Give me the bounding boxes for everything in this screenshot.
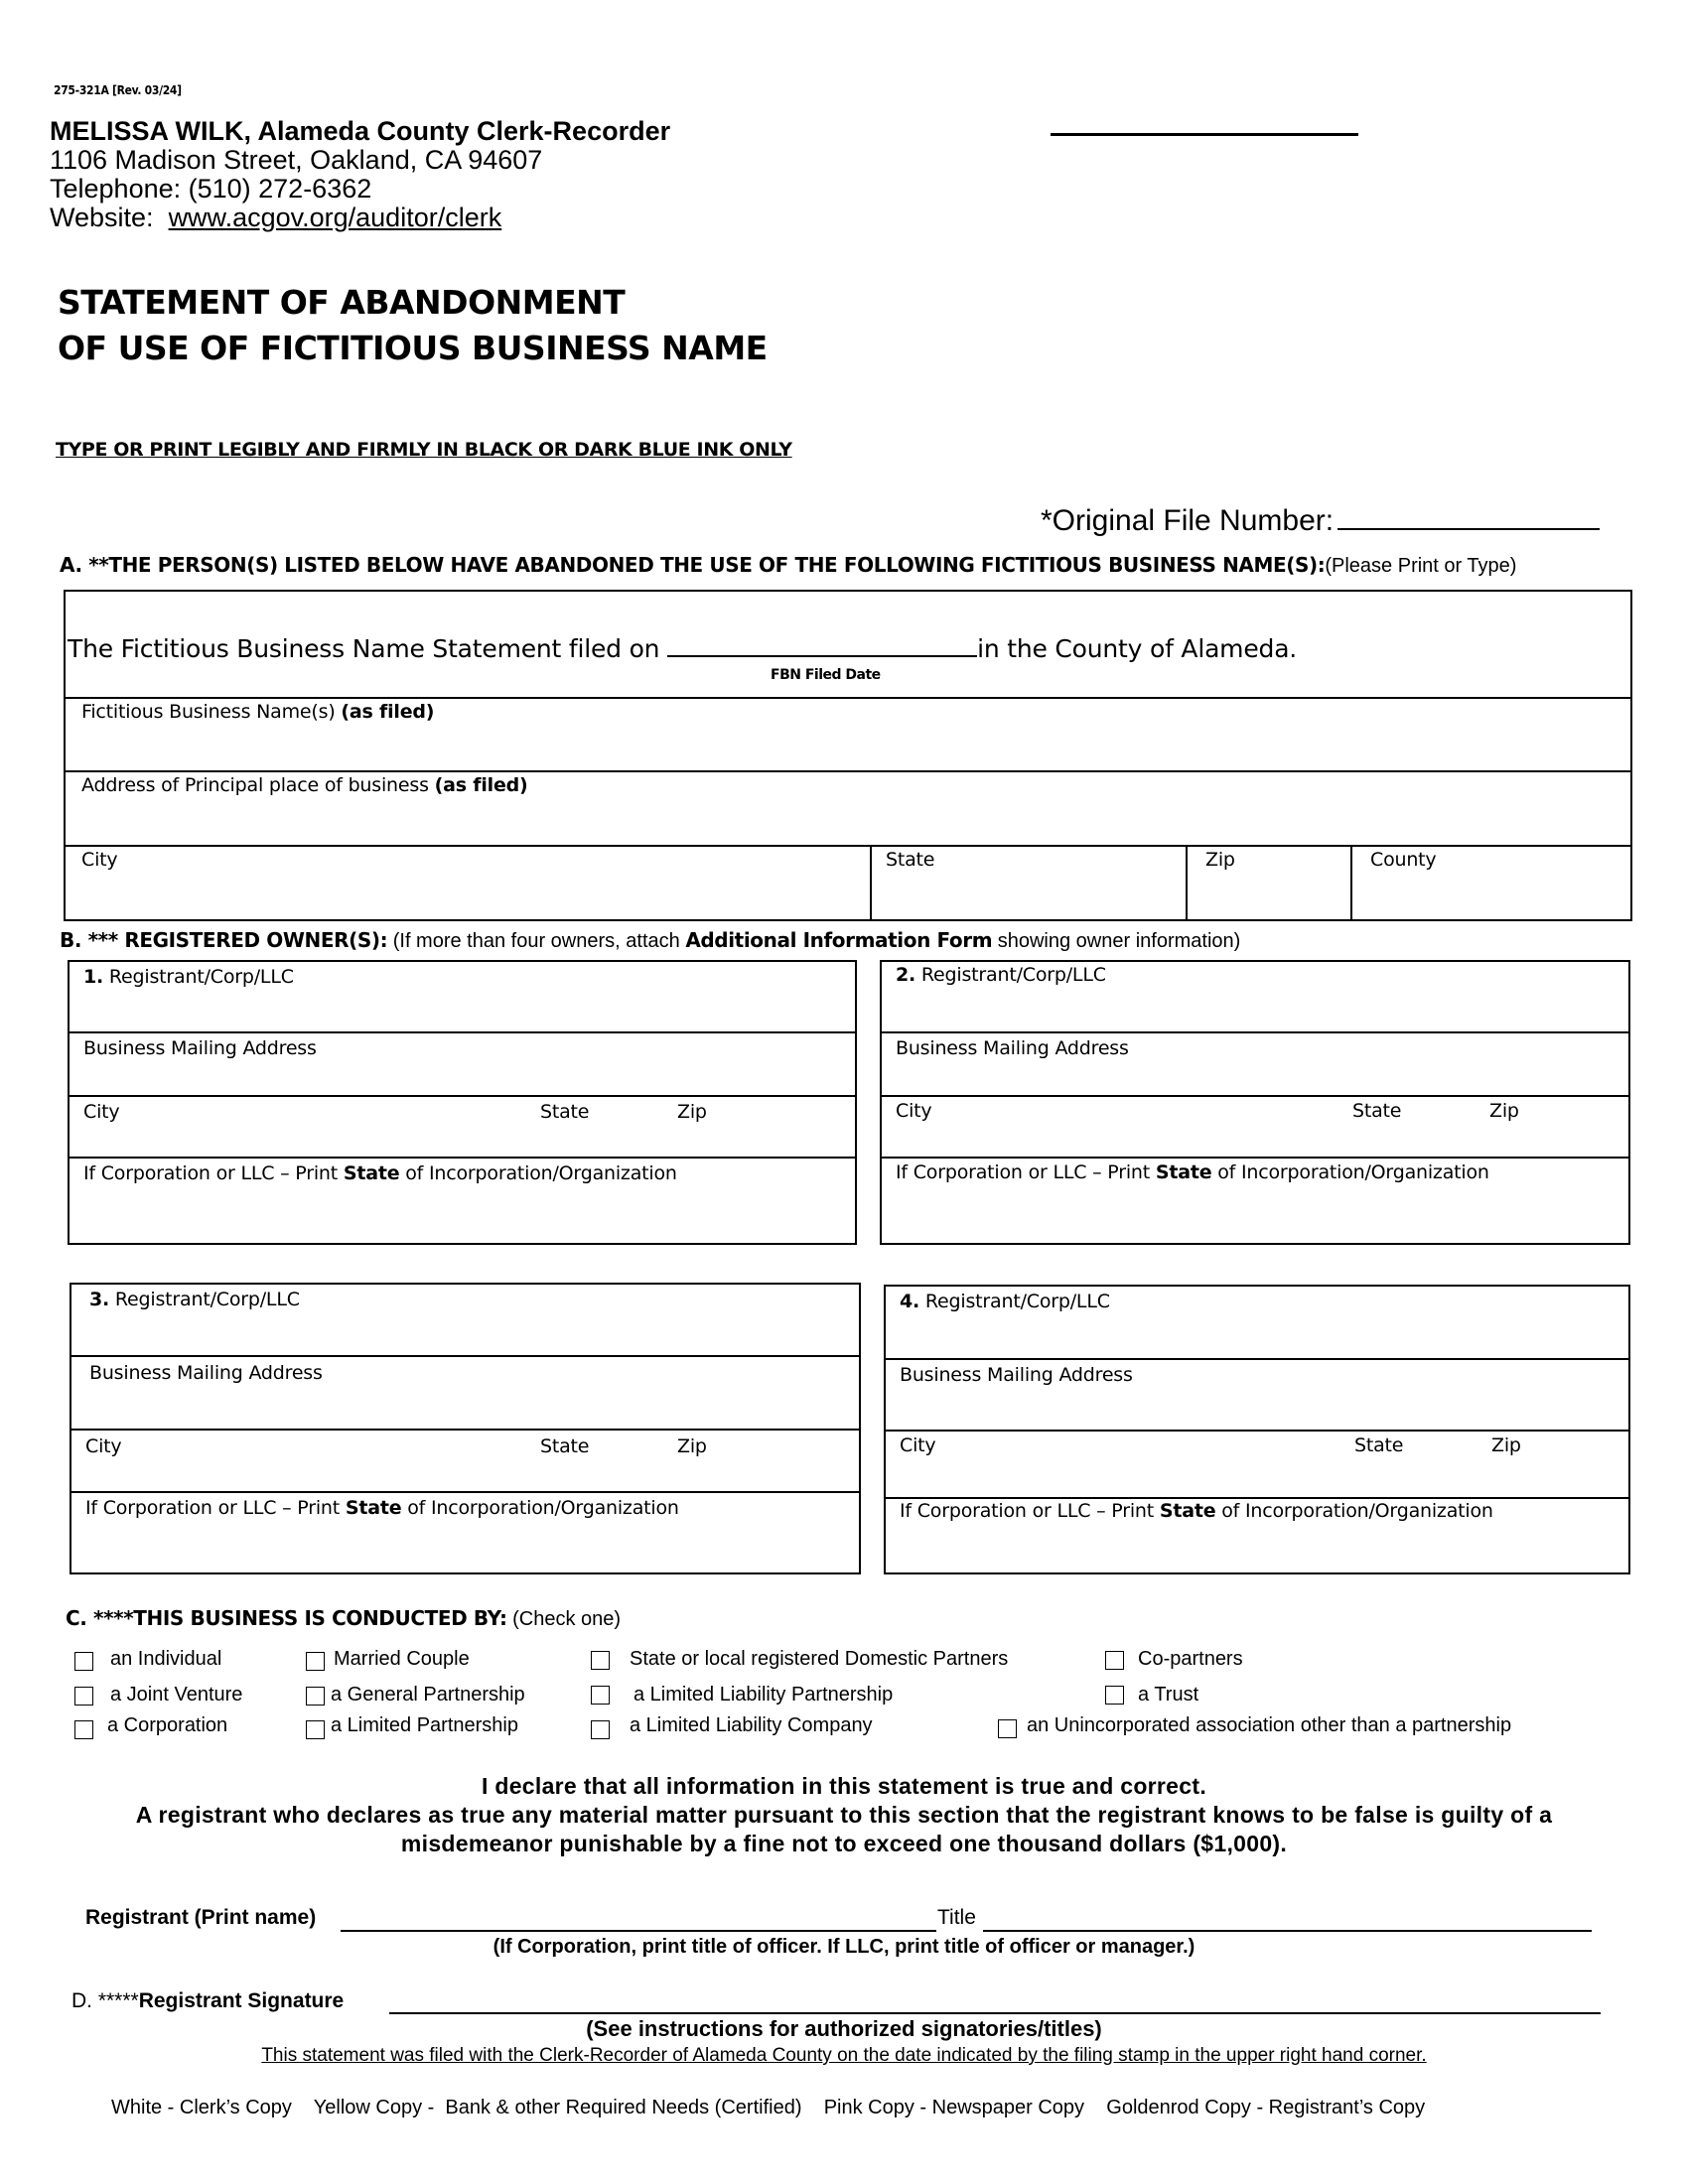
- option-unincorporated-association: an Unincorporated association other than a partnership: [1027, 1714, 1512, 1736]
- clerk-name: MELISSA WILK, Alameda County Clerk-Recorder: [50, 116, 671, 146]
- original-file-number-label: *Original File Number:: [1041, 504, 1335, 537]
- owner-1-registrant-label[interactable]: [83, 966, 294, 988]
- signature-label-text: Registrant Signature: [138, 1989, 345, 2012]
- divider: [70, 1491, 861, 1493]
- declaration-line-2: A registrant who declares as true any material matter pursuant to this section that the registrant knows to be false is guilty of a: [135, 1802, 1553, 1828]
- option-llp: a Limited Liability Partnership: [633, 1684, 894, 1706]
- owner-1-box: [68, 960, 857, 1245]
- owner-2-corp-state-label[interactable]: [896, 1161, 1489, 1183]
- corp-pre: If Corporation or LLC – Print: [896, 1161, 1156, 1183]
- owner-3-state-label[interactable]: State: [540, 1435, 590, 1457]
- checkbox-joint-venture[interactable]: [74, 1687, 93, 1706]
- divider: [70, 1355, 861, 1357]
- title-label: Title: [937, 1906, 976, 1929]
- owner-4-corp-state-label[interactable]: [900, 1500, 1493, 1522]
- owner-3-label: Registrant/Corp/LLC: [114, 1289, 300, 1310]
- option-llc: a Limited Liability Company: [630, 1714, 873, 1736]
- signature-note: (See instructions for authorized signatories/titles): [586, 2016, 1102, 2041]
- divider: [68, 1095, 857, 1097]
- owner-1-label: Registrant/Corp/LLC: [108, 966, 294, 988]
- form-title: [58, 280, 768, 371]
- checkbox-unincorporated-association[interactable]: [998, 1719, 1017, 1738]
- signature-field[interactable]: [389, 2012, 1601, 2014]
- title-line-1: STATEMENT OF ABANDONMENT: [58, 283, 626, 322]
- filing-stamp-line: [1051, 133, 1358, 136]
- a-county-label[interactable]: County: [1370, 849, 1437, 871]
- divider: [68, 1157, 857, 1159]
- corp-post: of Incorporation/Organization: [399, 1162, 677, 1184]
- declaration-line-1: I declare that all information in this statement is true and correct.: [481, 1773, 1207, 1799]
- divider: [1350, 845, 1352, 921]
- divider: [880, 1157, 1630, 1159]
- checkbox-individual[interactable]: [74, 1652, 93, 1671]
- owner-4-label: Registrant/Corp/LLC: [924, 1291, 1110, 1312]
- corp-pre: If Corporation or LLC – Print: [83, 1162, 344, 1184]
- corp-pre: If Corporation or LLC – Print: [85, 1497, 346, 1519]
- divider: [70, 1429, 861, 1431]
- section-b-note-pre: (If more than four owners, attach: [387, 930, 686, 952]
- owner-1-num: 1.: [83, 966, 104, 988]
- fbn-filed-date-field[interactable]: [667, 631, 977, 657]
- owner-4-zip-label[interactable]: Zip: [1491, 1434, 1521, 1456]
- corp-bold: State: [1159, 1500, 1216, 1522]
- owner-4-city-label[interactable]: City: [900, 1434, 936, 1456]
- statement-post: in the County of Alameda.: [977, 634, 1298, 663]
- principal-address-label[interactable]: [81, 774, 528, 796]
- checkbox-corporation[interactable]: [74, 1720, 93, 1739]
- option-trust: a Trust: [1138, 1684, 1199, 1706]
- clerk-website-row: [50, 204, 670, 232]
- corp-post: of Incorporation/Organization: [1215, 1500, 1493, 1522]
- option-co-partners: Co-partners: [1138, 1648, 1243, 1670]
- checkbox-limited-partnership[interactable]: [306, 1720, 325, 1739]
- owner-4-num: 4.: [900, 1291, 920, 1312]
- divider: [884, 1358, 1630, 1360]
- checkbox-domestic-partners[interactable]: [591, 1651, 610, 1670]
- owner-4-state-label[interactable]: State: [1354, 1434, 1404, 1456]
- a-zip-label[interactable]: Zip: [1205, 849, 1235, 871]
- section-c-note: (Check one): [506, 1608, 622, 1630]
- owner-3-city-label[interactable]: City: [85, 1435, 122, 1457]
- a-city-label[interactable]: City: [81, 849, 118, 871]
- owner-2-registrant-label[interactable]: [896, 964, 1106, 986]
- owner-4-mailing-label[interactable]: Business Mailing Address: [900, 1364, 1133, 1386]
- option-joint-venture: a Joint Venture: [110, 1684, 243, 1706]
- owner-2-zip-label[interactable]: Zip: [1489, 1100, 1519, 1122]
- fbn-statement-row: [68, 631, 1297, 663]
- signature-label: [71, 1989, 344, 2013]
- section-c-prefix: C. ****: [66, 1606, 134, 1630]
- option-corporation: a Corporation: [107, 1714, 228, 1736]
- divider: [884, 1497, 1630, 1499]
- section-c-title: THIS BUSINESS IS CONDUCTED BY:: [133, 1606, 507, 1630]
- corp-bold: State: [1155, 1161, 1212, 1183]
- option-limited-partnership: a Limited Partnership: [331, 1714, 518, 1736]
- owner-1-state-label[interactable]: State: [540, 1101, 590, 1123]
- original-file-number: [1041, 502, 1600, 538]
- owner-2-state-label[interactable]: State: [1352, 1100, 1402, 1122]
- owner-1-zip-label[interactable]: Zip: [677, 1101, 707, 1123]
- fbn-name-label[interactable]: [81, 701, 434, 723]
- owner-3-corp-state-label[interactable]: [85, 1497, 679, 1519]
- owner-2-label: Registrant/Corp/LLC: [920, 964, 1106, 986]
- fbn-name-text: Fictitious Business Name(s): [81, 701, 342, 723]
- section-d-prefix: D. *****: [71, 1989, 139, 2012]
- owner-3-mailing-label[interactable]: Business Mailing Address: [89, 1362, 323, 1384]
- clerk-header: [50, 117, 670, 232]
- owner-1-city-label[interactable]: City: [83, 1101, 120, 1123]
- section-b-prefix: B. ***: [60, 928, 125, 952]
- owner-3-num: 3.: [89, 1289, 110, 1310]
- divider: [880, 1031, 1630, 1033]
- copy-distribution: White - Clerk’s Copy Yellow Copy - Bank & other Required Needs (Certified) Pink Copy - Newspaper Copy Goldenrod Copy - Registrant’s Copy: [111, 2097, 1426, 2118]
- divider: [880, 1095, 1630, 1097]
- option-general-partnership: a General Partnership: [331, 1684, 525, 1706]
- owner-2-num: 2.: [896, 964, 916, 986]
- checkbox-general-partnership[interactable]: [306, 1687, 325, 1706]
- corp-bold: State: [343, 1162, 400, 1184]
- corp-post: of Incorporation/Organization: [401, 1497, 679, 1519]
- website-label: Website:: [50, 203, 169, 232]
- owner-3-zip-label[interactable]: Zip: [677, 1435, 707, 1457]
- clerk-address: 1106 Madison Street, Oakland, CA 94607: [50, 145, 543, 175]
- section-b-note-post: showing owner information): [992, 930, 1241, 952]
- ink-instruction: TYPE OR PRINT LEGIBLY AND FIRMLY IN BLACK OR DARK BLUE INK ONLY: [56, 439, 792, 461]
- option-domestic-partners: State or local registered Domestic Partners: [630, 1648, 1009, 1670]
- section-b-note-bold: Additional Information Form: [685, 928, 993, 952]
- option-married-couple: Married Couple: [334, 1648, 470, 1670]
- form-number: 275-321A [Rev. 03/24]: [54, 83, 182, 97]
- checkbox-llp[interactable]: [591, 1686, 610, 1705]
- principal-address-suffix: (as filed): [434, 774, 528, 796]
- fbn-name-suffix: (as filed): [341, 701, 435, 723]
- divider: [64, 770, 1632, 772]
- section-a-prefix: A. **: [60, 553, 109, 577]
- filed-note: This statement was filed with the Clerk-Recorder of Alameda County on the date indicated by the filing stamp in the upper right hand corner.: [261, 2045, 1427, 2066]
- checkbox-co-partners[interactable]: [1105, 1651, 1124, 1670]
- original-file-number-field[interactable]: [1337, 502, 1600, 530]
- divider: [68, 1031, 857, 1033]
- print-name-label: Registrant (Print name): [85, 1906, 317, 1929]
- divider: [1186, 845, 1188, 921]
- owner-1-corp-state-label[interactable]: [83, 1162, 677, 1184]
- fbn-filed-date-caption: FBN Filed Date: [771, 667, 881, 683]
- owner-2-mailing-label[interactable]: Business Mailing Address: [896, 1037, 1129, 1059]
- principal-address-text: Address of Principal place of business: [81, 774, 435, 796]
- owner-1-mailing-label[interactable]: Business Mailing Address: [83, 1037, 317, 1059]
- corp-bold: State: [345, 1497, 402, 1519]
- section-a-title: THE PERSON(S) LISTED BELOW HAVE ABANDONED THE USE OF THE FOLLOWING FICTITIOUS BUSINESS NAME(S):: [108, 553, 1326, 577]
- checkbox-llc[interactable]: [591, 1720, 610, 1739]
- divider: [884, 1430, 1630, 1432]
- divider: [64, 845, 1632, 847]
- title-line-2: OF USE OF FICTITIOUS BUSINESS NAME: [58, 329, 768, 367]
- website-link[interactable]: www.acgov.org/auditor/clerk: [168, 203, 502, 232]
- corp-pre: If Corporation or LLC – Print: [900, 1500, 1160, 1522]
- corp-post: of Incorporation/Organization: [1211, 1161, 1489, 1183]
- checkbox-married-couple[interactable]: [306, 1652, 325, 1671]
- owner-4-registrant-label[interactable]: [900, 1291, 1110, 1312]
- section-b-title: REGISTERED OWNER(S):: [124, 928, 388, 952]
- divider: [64, 697, 1632, 699]
- declaration-line-3: misdemeanor punishable by a fine not to exceed one thousand dollars ($1,000).: [400, 1831, 1288, 1856]
- print-name-field[interactable]: [341, 1930, 936, 1932]
- title-note: (If Corporation, print title of officer. If LLC, print title of officer or manager.): [492, 1936, 1196, 1958]
- clerk-telephone: Telephone: (510) 272-6362: [50, 174, 372, 204]
- title-field[interactable]: [983, 1930, 1592, 1932]
- a-state-label[interactable]: State: [886, 849, 935, 871]
- section-a-note: (Please Print or Type): [1325, 555, 1517, 577]
- owner-2-city-label[interactable]: City: [896, 1100, 932, 1122]
- divider: [870, 845, 872, 921]
- section-a-heading: [60, 553, 1516, 578]
- option-individual: an Individual: [110, 1648, 222, 1670]
- section-c-heading: [66, 1606, 621, 1631]
- owner-3-registrant-label[interactable]: [89, 1289, 300, 1310]
- checkbox-trust[interactable]: [1105, 1686, 1124, 1705]
- section-b-heading: [60, 928, 1240, 953]
- statement-pre: The Fictitious Business Name Statement filed on: [68, 634, 668, 663]
